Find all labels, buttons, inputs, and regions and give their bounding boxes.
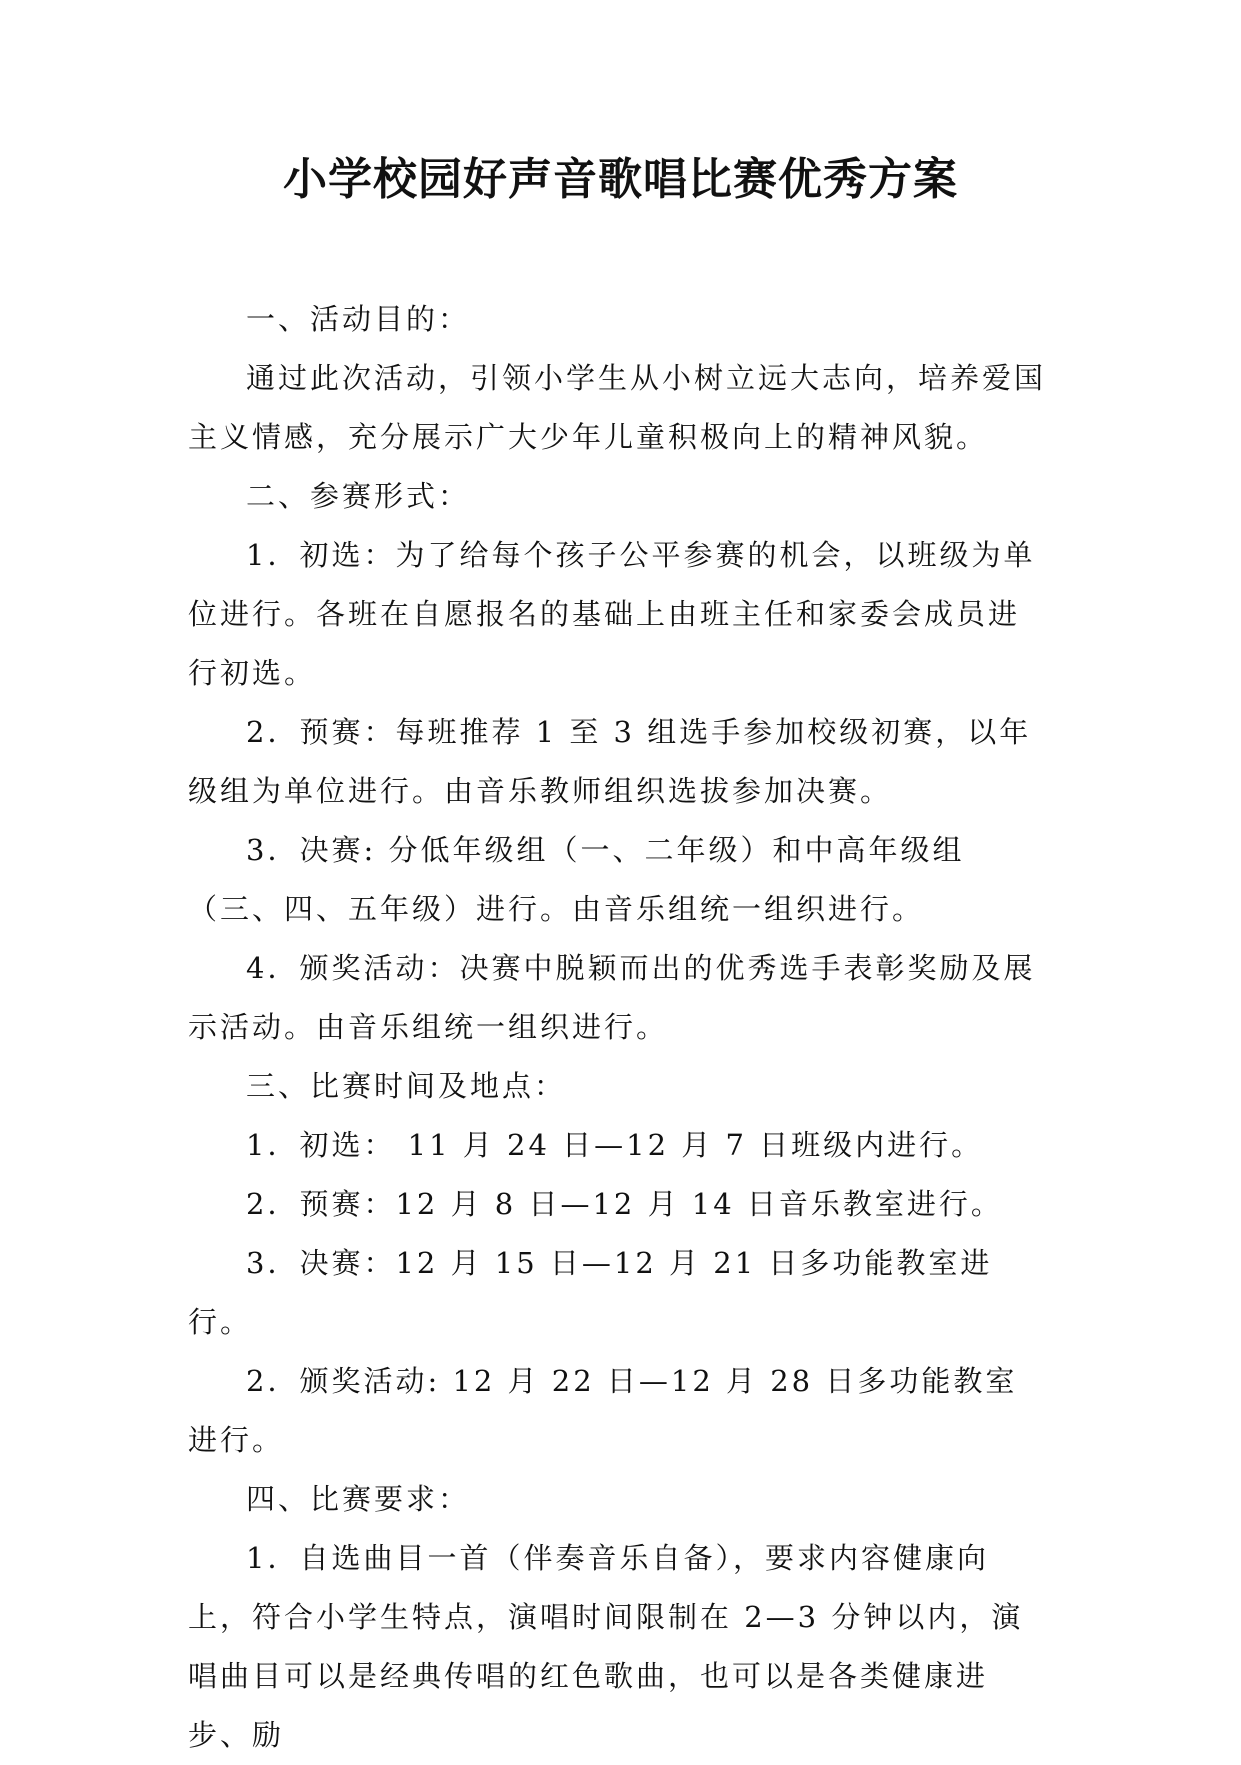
paragraph: 4．颁奖活动：决赛中脱颖而出的优秀选手表彰奖励及展示活动。由音乐组统一组织进行。 (188, 951, 1036, 1044)
section-heading: 四、比赛要求： (246, 1482, 471, 1516)
paragraph: 1．初选： 11 月 24 日—12 月 7 日班级内进行。 (246, 1128, 984, 1162)
paragraph: 通过此次活动，引领小学生从小树立远大志向，培养爱国主义情感，充分展示广大少年儿童积极向上的精神风貌。 (188, 361, 1047, 454)
document-title: 小学校园好声音歌唱比赛优秀方案 (283, 154, 958, 205)
paragraph: 3．决赛：12 月 15 日—12 月 21 日多功能教室进行。 (188, 1246, 993, 1339)
paragraph: 2．预赛：每班推荐 1 至 3 组选手参加校级初赛，以年级组为单位进行。由音乐教师组织选拔参加决赛。 (188, 715, 1032, 808)
section-heading: 三、比赛时间及地点： (246, 1069, 567, 1103)
paragraph: 2．预赛：12 月 8 日—12 月 14 日音乐教室进行。 (246, 1187, 1003, 1221)
paragraph: 3．决赛: 分低年级组（一、二年级）和中高年级组（三、四、五年级）进行。由音乐组统一组织进行。 (188, 833, 965, 926)
document-body (188, 290, 1048, 1765)
paragraph: 1．自选曲目一首（伴奏音乐自备），要求内容健康向上，符合小学生特点，演唱时间限制在 2—3 分钟以内，演唱曲目可以是经典传唱的红色歌曲，也可以是各类健康进步、励 (188, 1541, 1024, 1752)
paragraph: 1．初选：为了给每个孩子公平参赛的机会，以班级为单位进行。各班在自愿报名的基础上由班主任和家委会成员进行初选。 (188, 538, 1036, 690)
section-heading: 一、活动目的： (246, 302, 471, 336)
section-heading: 二、参赛形式： (246, 479, 471, 513)
paragraph: 2．颁奖活动: 12 月 22 日—12 月 28 日多功能教室进行。 (188, 1364, 1018, 1457)
